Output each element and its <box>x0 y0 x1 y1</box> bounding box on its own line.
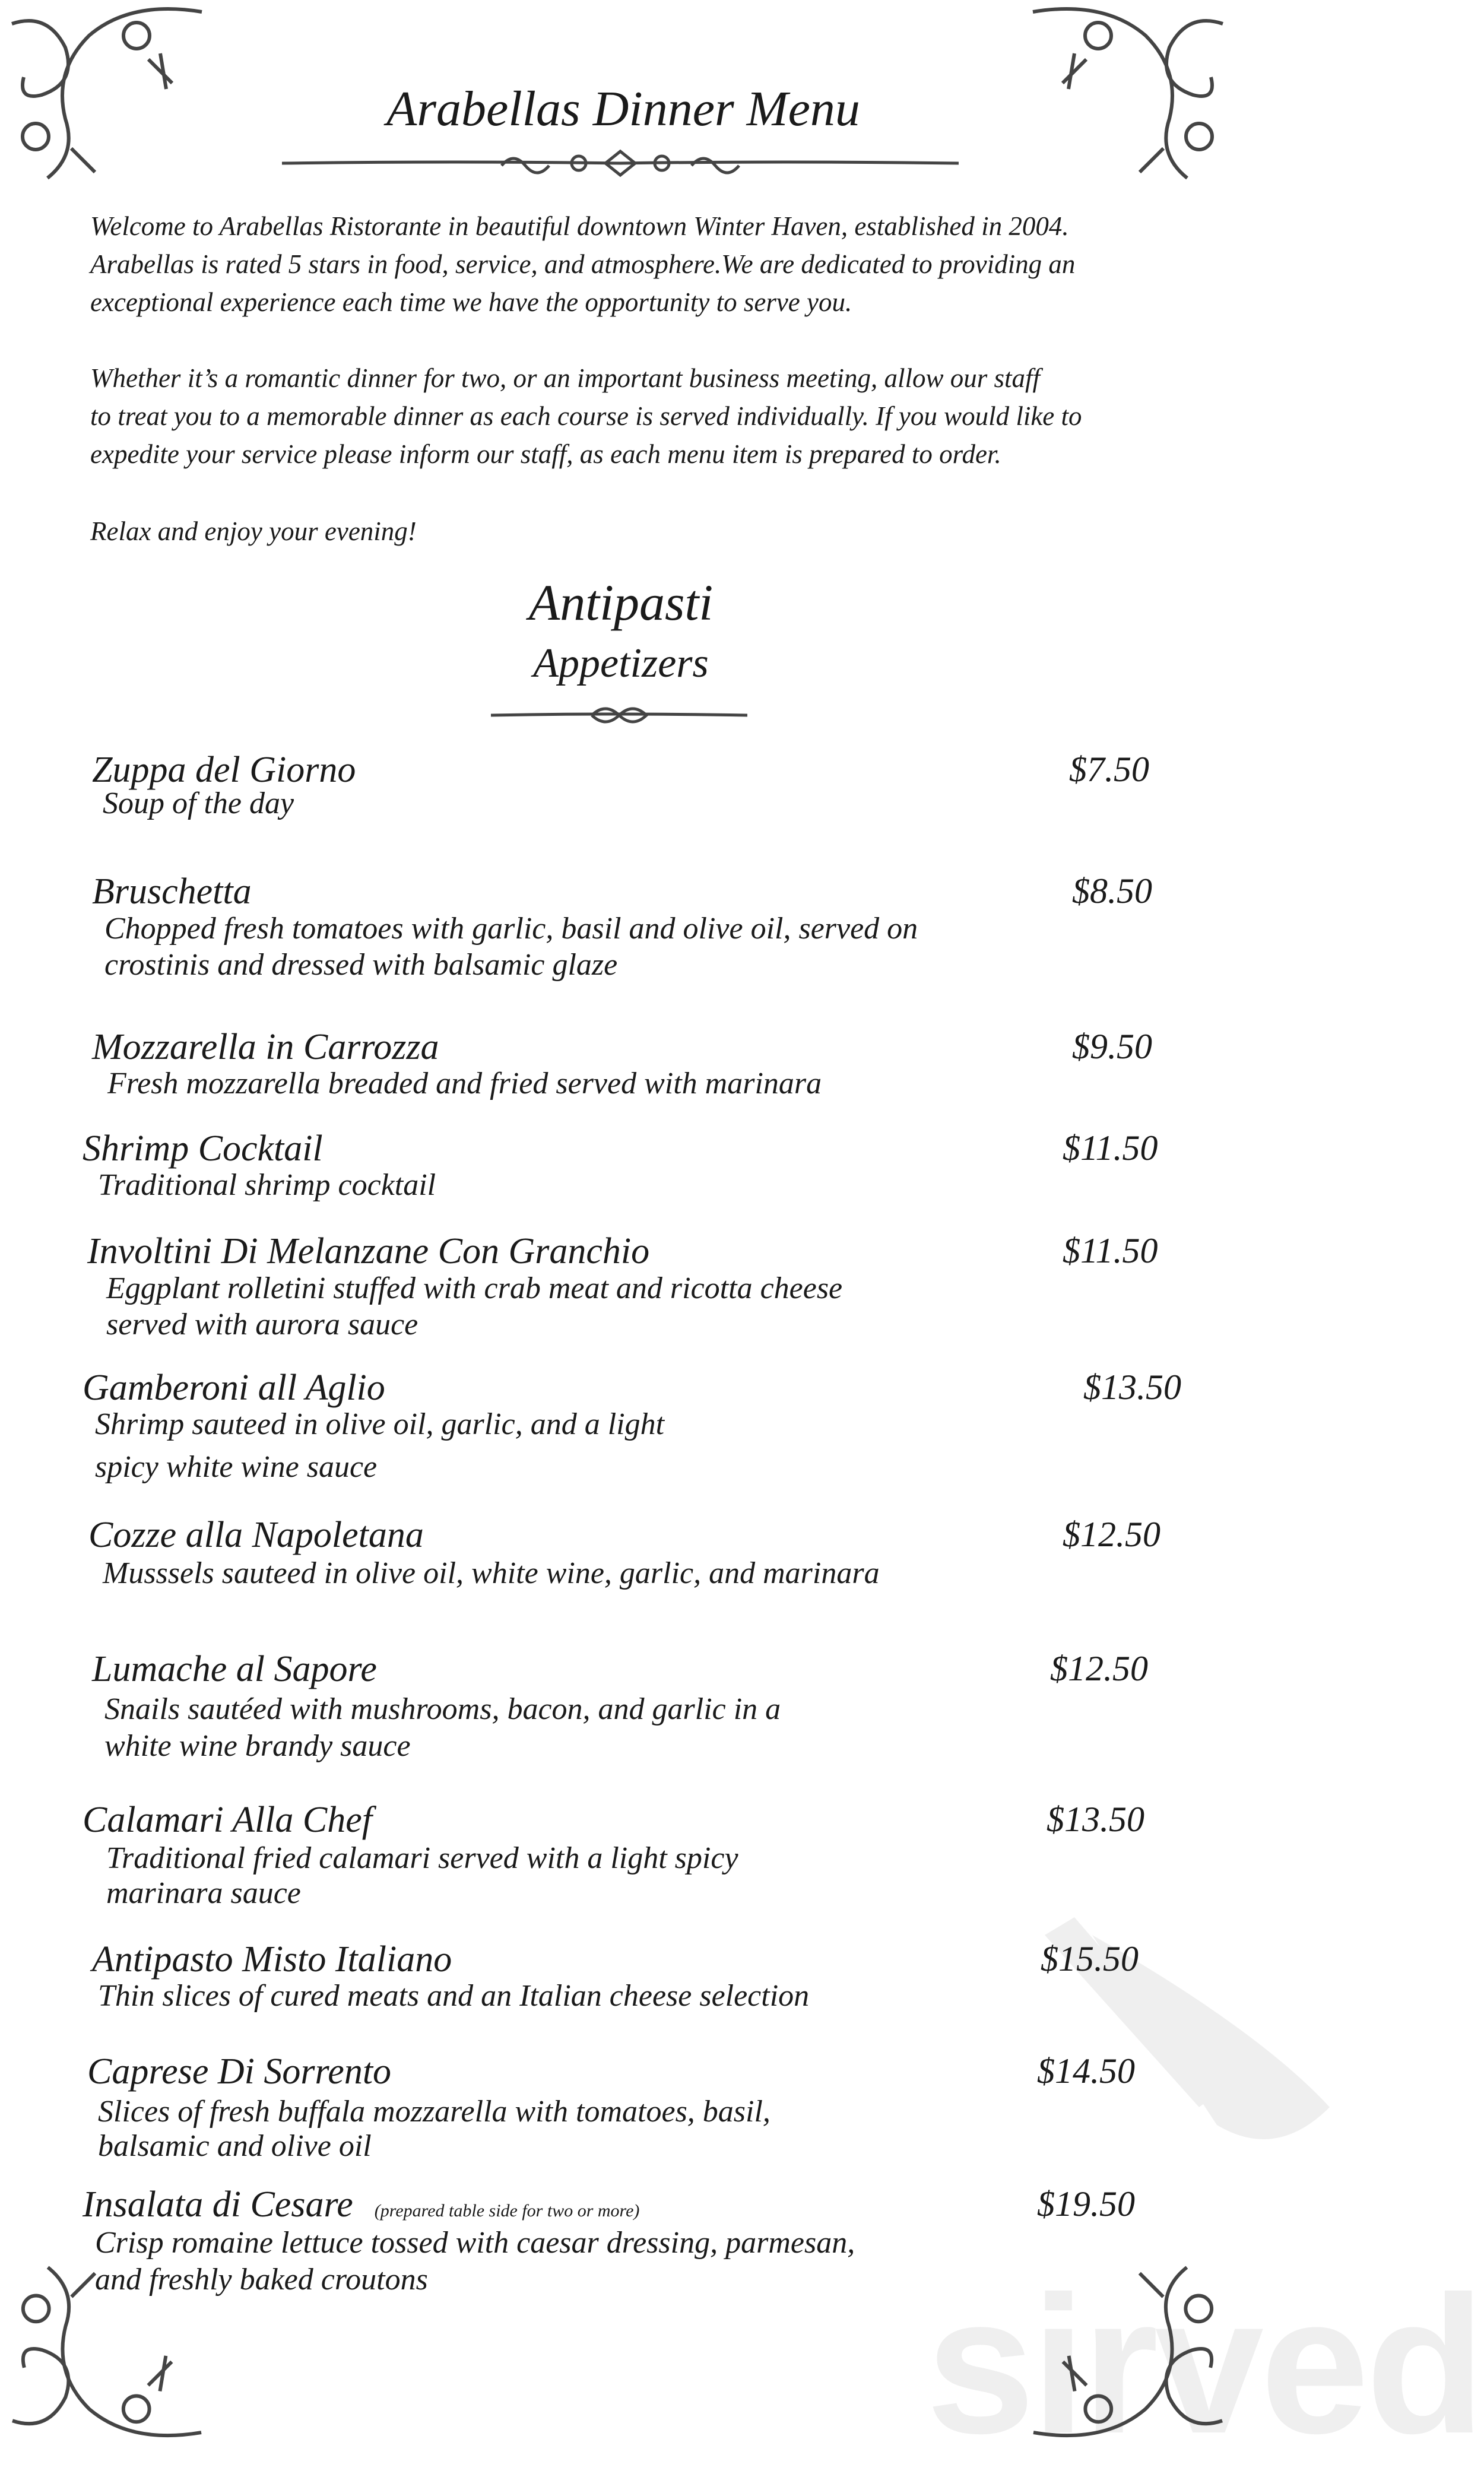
menu-item-description: Traditional shrimp cocktail <box>98 1168 436 1202</box>
menu-item-name-text: Mozzarella in Carrozza <box>92 1027 439 1067</box>
menu-item-price: $12.50 <box>1063 1515 1160 1554</box>
menu-item-description: marinara sauce <box>106 1876 301 1910</box>
menu-item-price: $7.50 <box>1069 750 1149 789</box>
intro-line: Welcome to Arabellas Ristorante in beautiful downtown Winter Haven, established in 2004. <box>90 211 1069 241</box>
menu-item-name-text: Bruschetta <box>92 871 252 912</box>
menu-item-description: Musssels sauteed in olive oil, white wine, garlic, and marinara <box>103 1556 880 1590</box>
corner-ornament-bottom-right-icon <box>1021 2250 1235 2444</box>
menu-item-description: Crisp romaine lettuce tossed with caesar dressing, parmesan, <box>95 2226 855 2260</box>
menu-item-name-text: Zuppa del Giorno <box>92 750 356 790</box>
menu-item-price: $11.50 <box>1063 1231 1158 1270</box>
title-divider-ornament-icon <box>282 145 959 181</box>
menu-item-description: crostinis and dressed with balsamic glaze <box>104 948 618 982</box>
menu-item-name <box>92 1939 452 1981</box>
menu-item-price: $14.50 <box>1037 2051 1135 2091</box>
menu-item-name <box>88 1514 424 1556</box>
menu-item-name <box>92 1026 439 1068</box>
menu-item-price: $11.50 <box>1063 1128 1158 1168</box>
intro-line: Relax and enjoy your evening! <box>90 516 417 546</box>
menu-item-name <box>83 1367 385 1409</box>
intro-line: expedite your service please inform our staff, as each menu item is prepared to order. <box>90 439 1001 469</box>
menu-item-name-text: Involtini Di Melanzane Con Granchio <box>87 1231 650 1271</box>
menu-item-description: and freshly baked croutons <box>95 2263 428 2297</box>
menu-item-price: $9.50 <box>1072 1027 1152 1066</box>
section-divider-ornament-icon <box>491 702 747 726</box>
intro-line: to treat you to a memorable dinner as each course is served individually. If you would like to <box>90 401 1082 431</box>
menu-title: Arabellas Dinner Menu <box>386 81 860 137</box>
menu-item-description: Eggplant rolletini stuffed with crab meat and ricotta cheese <box>106 1271 843 1305</box>
menu-item-name <box>92 1648 377 1690</box>
menu-item-name-text: Gamberoni all Aglio <box>83 1368 385 1408</box>
menu-item-description: Chopped fresh tomatoes with garlic, basil and olive oil, served on <box>104 912 918 946</box>
menu-item-name <box>87 2051 391 2093</box>
menu-item-price: $13.50 <box>1047 1800 1144 1839</box>
menu-item-description: Thin slices of cured meats and an Italian cheese selection <box>98 1979 810 2013</box>
menu-item-name <box>92 749 356 791</box>
menu-item-description: served with aurora sauce <box>106 1308 418 1341</box>
menu-item-price: $13.50 <box>1083 1368 1181 1407</box>
menu-item-name <box>83 2184 639 2226</box>
section-title: Antipasti <box>528 574 714 631</box>
menu-item-price: $19.50 <box>1037 2184 1135 2224</box>
menu-item-description: Soup of the day <box>103 786 294 820</box>
menu-item-price: $15.50 <box>1041 1939 1139 1978</box>
menu-item-description: Slices of fresh buffala mozzarella with tomatoes, basil, <box>98 2095 770 2129</box>
menu-item-name-text: Shrimp Cocktail <box>83 1128 323 1169</box>
menu-item-description: Fresh mozzarella breaded and fried served with marinara <box>107 1067 822 1100</box>
menu-item-description: Traditional fried calamari served with a light spicy <box>106 1841 738 1875</box>
menu-item-name <box>92 871 252 913</box>
menu-item-note: (prepared table side for two or more) <box>374 2201 640 2221</box>
menu-item-name <box>83 1799 372 1841</box>
menu-item-description: spicy white wine sauce <box>95 1450 378 1484</box>
menu-item-description: Snails sautéed with mushrooms, bacon, and garlic in a <box>104 1692 781 1726</box>
sirved-watermark: sirved <box>926 2255 1482 2474</box>
menu-item-name-text: Lumache al Sapore <box>92 1649 377 1689</box>
intro-line: exceptional experience each time we have the opportunity to serve you. <box>90 287 852 317</box>
menu-item-description: balsamic and olive oil <box>98 2129 372 2163</box>
menu-item-name-text: Cozze alla Napoletana <box>88 1515 424 1555</box>
menu-item-price: $8.50 <box>1072 871 1152 911</box>
menu-item-description: Shrimp sauteed in olive oil, garlic, and a light <box>95 1407 665 1441</box>
menu-item-description: white wine brandy sauce <box>104 1729 411 1763</box>
menu-item-name-text: Insalata di Cesare <box>83 2184 353 2225</box>
menu-item-name <box>83 1128 323 1170</box>
menu-item-name-text: Caprese Di Sorrento <box>87 2051 392 2092</box>
menu-item-name-text: Calamari Alla Chef <box>83 1800 373 1840</box>
intro-line: Arabellas is rated 5 stars in food, service, and atmosphere.We are dedicated to providing an <box>90 249 1076 279</box>
section-subtitle: Appetizers <box>533 640 709 686</box>
menu-item-name-text: Antipasto Misto Italiano <box>92 1939 452 1980</box>
menu-item-name <box>87 1230 649 1273</box>
intro-line: Whether it’s a romantic dinner for two, or an important business meeting, allow our staff <box>90 363 1041 393</box>
menu-item-price: $12.50 <box>1050 1649 1148 1688</box>
